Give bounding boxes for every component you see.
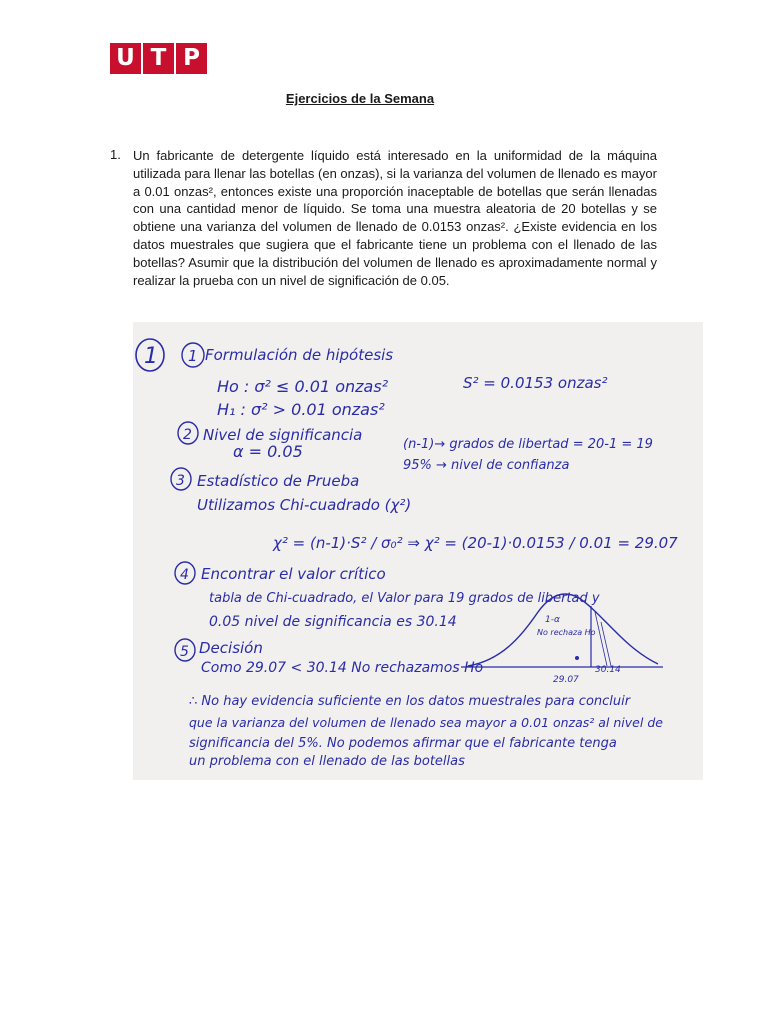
step1-title: Formulación de hipótesis: [205, 346, 394, 364]
logo-letter: U: [110, 43, 141, 74]
step3-subtitle: Utilizamos Chi-cuadrado (χ²): [197, 496, 412, 514]
graph-area-label: 1-α: [545, 615, 560, 625]
utp-logo: [110, 43, 209, 74]
step3-title: Estadístico de Prueba: [197, 472, 360, 490]
sample-variance: S² = 0.0153 onzas²: [463, 374, 608, 392]
graph-statistic-label: 29.07: [553, 675, 579, 685]
graph-region-label: No rechaza Ho: [537, 628, 596, 637]
document-title: Ejercicios de la Semana: [285, 91, 435, 106]
logo-letter: T: [143, 43, 174, 74]
graph-critical-label: 30.14: [595, 665, 621, 675]
handwritten-solution: [133, 322, 703, 780]
exercise-number: 1.: [110, 147, 121, 162]
exercise-statement: Un fabricante de detergente líquido está interesado en la uniformidad de la máquina utilizada para llenar las botellas (en onzas), si la varianza del volumen de llenado es mayor a 0.01 onzas², entonces existe una proporción inaceptable de botellas que serán llenadas con una cantidad menor de líquido. Se toma una muestra aleatoria de 20 botellas y se obtiene una varianza del volumen de llenado de 0.0153 onzas². ¿Existe evidencia en los datos muestrales que sugiera que el fabricante tiene un problema con el llenado de las botellas? Asumir que la distribución del volumen de llenado es aproximadamente normal y realizar la prueba con un nivel de significación de 0.05.: [133, 148, 657, 288]
step4-number: 4: [180, 567, 189, 583]
step4-line2: tabla de Chi-cuadrado, el Valor para 19 grados de libertad y: [209, 591, 600, 606]
alpha-value: α = 0.05: [233, 442, 303, 461]
hypothesis-h0: Ho : σ² ≤ 0.01 onzas²: [217, 377, 389, 396]
chi-square-formula: χ² = (n-1)·S² / σ₀² ⇒ χ² = (20-1)·0.0153 / 0.01 = 29.07: [273, 534, 678, 552]
step4-line1: Encontrar el valor crítico: [201, 565, 386, 583]
step4-line3: 0.05 nivel de significancia es 30.14: [209, 614, 457, 630]
step1-number: 1: [188, 347, 198, 365]
confidence-level: 95% → nivel de confianza: [403, 458, 570, 473]
step2-number: 2: [183, 427, 192, 443]
logo-letter: P: [176, 43, 207, 74]
conclusion-line1: ∴ No hay evidencia suficiente en los datos muestrales para concluir: [189, 694, 631, 709]
statistic-mark: [575, 656, 579, 660]
conclusion-line2: que la varianza del volumen de llenado sea mayor a 0.01 onzas² al nivel de: [189, 715, 663, 730]
step5-decision: Como 29.07 < 30.14 No rechazamos Ho: [201, 660, 484, 676]
step3-number: 3: [176, 473, 185, 489]
conclusion-line3: significancia del 5%. No podemos afirmar que el fabricante tenga: [189, 736, 617, 751]
hypothesis-h1: H₁ : σ² > 0.01 onzas²: [217, 400, 385, 419]
step2-title: Nivel de significancia: [203, 426, 363, 444]
step5-title: Decisión: [199, 639, 263, 657]
chi-square-curve-sketch: [461, 594, 663, 685]
problem-number: 1: [144, 344, 158, 369]
degrees-of-freedom: (n-1)→ grados de libertad = 20-1 = 19: [403, 437, 653, 452]
conclusion-line4: un problema con el llenado de las botellas: [189, 754, 465, 769]
step5-number: 5: [180, 644, 189, 660]
handwritten-solution-photo: [133, 322, 703, 780]
